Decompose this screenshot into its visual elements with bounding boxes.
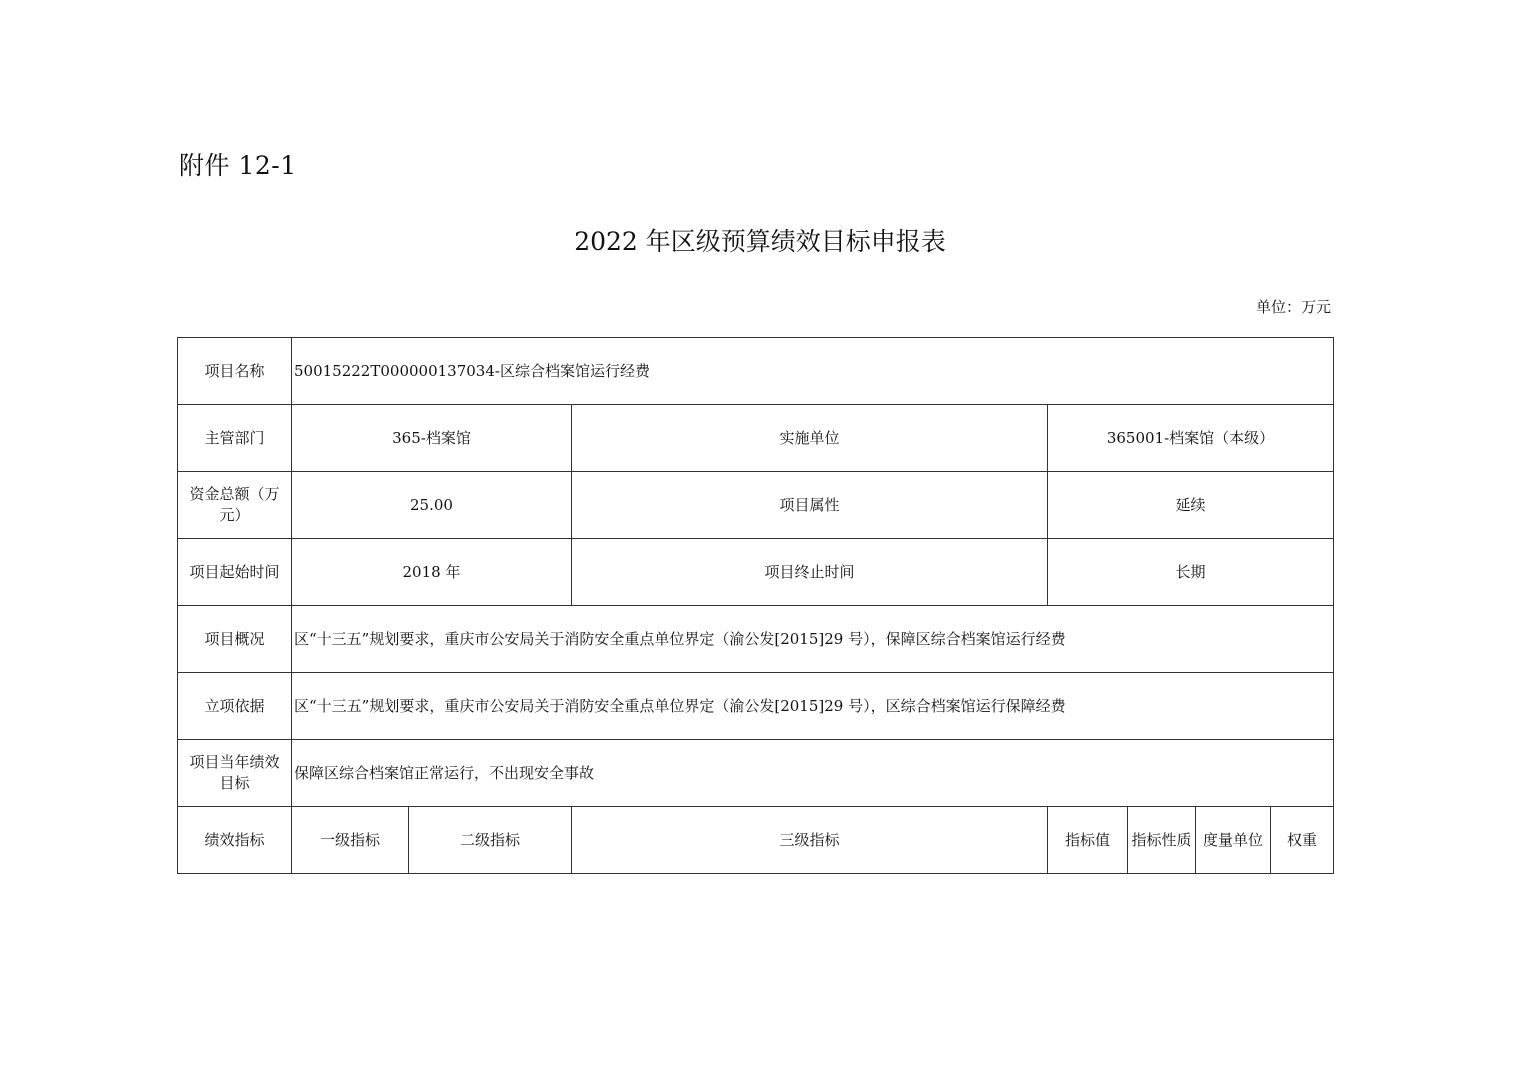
department-label: 主管部门 — [178, 405, 292, 472]
end-time-value: 长期 — [1048, 539, 1334, 606]
project-name-value: 50015222T000000137034-区综合档案馆运行经费 — [292, 338, 1334, 405]
weight-header: 权重 — [1271, 807, 1334, 874]
level3-header: 三级指标 — [572, 807, 1048, 874]
department-value: 365-档案馆 — [292, 405, 572, 472]
row-basis — [178, 673, 1334, 740]
budget-performance-table — [177, 337, 1334, 874]
row-project-name — [178, 338, 1334, 405]
start-time-label: 项目起始时间 — [178, 539, 292, 606]
end-time-label: 项目终止时间 — [572, 539, 1048, 606]
implementing-unit-label: 实施单位 — [572, 405, 1048, 472]
row-time — [178, 539, 1334, 606]
row-overview — [178, 606, 1334, 673]
implementing-unit-value: 365001-档案馆（本级） — [1048, 405, 1334, 472]
basis-label: 立项依据 — [178, 673, 292, 740]
funds-value: 25.00 — [292, 472, 572, 539]
overview-value: 区“十三五”规划要求，重庆市公安局关于消防安全重点单位界定（渝公发[2015]29 号），保障区综合档案馆运行经费 — [292, 606, 1334, 673]
level2-header: 二级指标 — [409, 807, 572, 874]
basis-value: 区“十三五”规划要求，重庆市公安局关于消防安全重点单位界定（渝公发[2015]29 号），区综合档案馆运行保障经费 — [292, 673, 1334, 740]
annex-label: 附件 12-1 — [179, 151, 297, 180]
project-attribute-value: 延续 — [1048, 472, 1334, 539]
annual-goal-value: 保障区综合档案馆正常运行，不出现安全事故 — [292, 740, 1334, 807]
form-title: 2022 年区级预算绩效目标申报表 — [574, 227, 946, 256]
row-annual-goal — [178, 740, 1334, 807]
level1-header: 一级指标 — [292, 807, 409, 874]
row-funds — [178, 472, 1334, 539]
indicator-value-header: 指标值 — [1048, 807, 1128, 874]
indicator-nature-header: 指标性质 — [1128, 807, 1196, 874]
project-attribute-label: 项目属性 — [572, 472, 1048, 539]
row-department — [178, 405, 1334, 472]
overview-label: 项目概况 — [178, 606, 292, 673]
annual-goal-label: 项目当年绩效目标 — [178, 740, 292, 807]
row-indicator-header — [178, 807, 1334, 874]
unit-label: 单位：万元 — [1255, 298, 1331, 316]
start-time-value: 2018 年 — [292, 539, 572, 606]
project-name-label: 项目名称 — [178, 338, 292, 405]
measure-unit-header: 度量单位 — [1196, 807, 1271, 874]
indicator-label: 绩效指标 — [178, 807, 292, 874]
funds-label: 资金总额（万元） — [178, 472, 292, 539]
